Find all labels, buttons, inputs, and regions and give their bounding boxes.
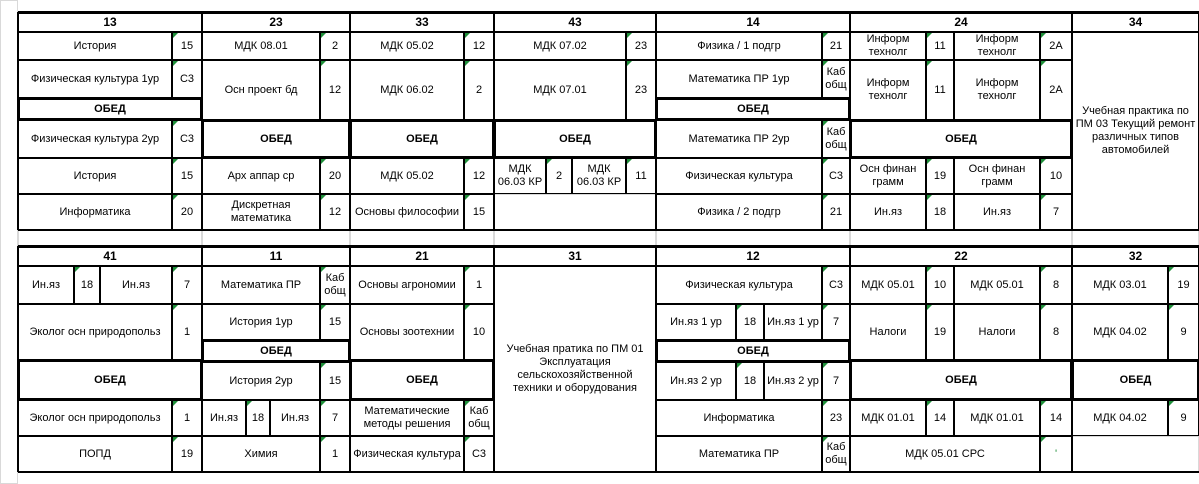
group-divider xyxy=(1071,246,1073,472)
group-header-11[interactable]: 11 xyxy=(202,246,350,266)
lesson-subject[interactable]: МДК 01.01 xyxy=(850,400,926,436)
room-number[interactable]: 18 xyxy=(736,304,764,340)
room-number[interactable]: 1 xyxy=(464,266,494,304)
room-number[interactable]: 11 xyxy=(626,158,656,194)
lesson-subject[interactable]: Информ технолг xyxy=(954,32,1040,60)
lesson-subject[interactable]: Физическая культура xyxy=(656,266,822,304)
lunch-break[interactable]: ОБЕД xyxy=(656,340,850,362)
room-number[interactable]: С3 xyxy=(822,266,850,304)
lesson-subject[interactable]: МДК 08.01 xyxy=(202,32,320,60)
room-number[interactable]: 1 xyxy=(320,436,350,472)
empty-grid-cell[interactable] xyxy=(494,230,656,246)
block-divider xyxy=(18,245,1199,247)
lesson-subject[interactable]: МДК 06.03 КР xyxy=(494,158,546,194)
lesson-subject[interactable]: МДК 04.02 xyxy=(1072,400,1168,436)
lesson-subject[interactable]: Информ технолг xyxy=(954,60,1040,120)
empty-grid-cell[interactable] xyxy=(350,230,494,246)
lesson-subject[interactable]: Математика ПР xyxy=(656,436,822,472)
lesson-subject[interactable]: Арх аппар ср xyxy=(202,158,320,194)
lesson-subject[interactable]: Налоги xyxy=(850,304,926,360)
lesson-subject[interactable]: Физика / 1 подгр xyxy=(656,32,822,60)
lunch-break[interactable]: ОБЕД xyxy=(18,98,202,120)
group-divider xyxy=(849,246,851,472)
room-number[interactable]: 2А xyxy=(1040,60,1072,120)
lesson-subject[interactable]: Эколог осн природопольз xyxy=(18,400,172,436)
lesson-subject[interactable]: МДК 04.02 xyxy=(1072,304,1168,360)
empty-grid-cell[interactable] xyxy=(656,230,850,246)
lesson-subject[interactable]: Ин.яз xyxy=(850,194,926,230)
lesson-subject[interactable]: Ин.яз 2 ур xyxy=(656,362,736,400)
room-number[interactable]: С3 xyxy=(822,158,850,194)
group-divider xyxy=(17,246,19,472)
room-number[interactable]: 12 xyxy=(320,194,350,230)
group-header-14[interactable]: 14 xyxy=(656,12,850,32)
room-number[interactable]: 19 xyxy=(1168,266,1199,304)
lesson-subject[interactable]: Математические методы решения xyxy=(350,400,464,436)
practice-block[interactable]: Учебная пратика по ПМ 01 Эксплуатация сельскохозяйственной техники и оборудования xyxy=(494,266,656,472)
room-number[interactable]: 2 xyxy=(320,32,350,60)
room-number[interactable]: С3 xyxy=(172,120,202,158)
lesson-subject[interactable]: Ин.яз xyxy=(202,400,246,436)
room-number[interactable]: 1 xyxy=(172,304,202,360)
room-number[interactable]: 9 xyxy=(1168,304,1199,360)
lesson-subject[interactable]: Ин.яз xyxy=(100,266,172,304)
lunch-break[interactable]: ОБЕД xyxy=(494,120,656,158)
room-number[interactable]: 18 xyxy=(736,362,764,400)
room-number[interactable]: 2 xyxy=(464,60,494,120)
room-number[interactable]: 20 xyxy=(320,158,350,194)
lesson-subject[interactable]: Физическая культура xyxy=(350,436,464,472)
lunch-break[interactable]: ОБЕД xyxy=(18,360,202,400)
group-header-22[interactable]: 22 xyxy=(850,246,1072,266)
room-number[interactable]: 19 xyxy=(926,304,954,360)
empty-grid-cell[interactable] xyxy=(850,230,1072,246)
block-divider xyxy=(18,11,1199,13)
empty-grid-cell[interactable] xyxy=(1072,230,1199,246)
lesson-subject[interactable]: Ин.яз 2 ур xyxy=(764,362,822,400)
room-number[interactable]: 7 xyxy=(1040,194,1072,230)
group-header-33[interactable]: 33 xyxy=(350,12,494,32)
room-number[interactable]: 21 xyxy=(822,32,850,60)
group-header-34[interactable]: 34 xyxy=(1072,12,1199,32)
room-number[interactable]: 15 xyxy=(464,194,494,230)
lesson-subject[interactable]: Осн финан грамм xyxy=(850,158,926,194)
empty-grid-cell[interactable] xyxy=(18,230,202,246)
lunch-break[interactable]: ОБЕД xyxy=(850,360,1072,400)
lesson-subject[interactable]: История xyxy=(18,32,172,60)
group-divider xyxy=(1071,12,1073,230)
group-divider xyxy=(201,246,203,472)
room-number[interactable]: 23 xyxy=(626,32,656,60)
lesson-subject[interactable]: МДК 05.01 xyxy=(850,266,926,304)
group-divider xyxy=(655,246,657,472)
group-divider xyxy=(349,246,351,472)
room-number[interactable]: 21 xyxy=(822,194,850,230)
room-number[interactable]: 12 xyxy=(464,158,494,194)
room-number[interactable]: 10 xyxy=(464,304,494,360)
lesson-subject[interactable]: Ин.яз xyxy=(18,266,74,304)
lesson-subject[interactable]: Физика / 2 подгр xyxy=(656,194,822,230)
lesson-subject[interactable]: МДК 07.02 xyxy=(494,32,626,60)
room-number[interactable]: 12 xyxy=(464,32,494,60)
group-header-21[interactable]: 21 xyxy=(350,246,494,266)
lesson-subject[interactable]: История 1ур xyxy=(202,304,320,340)
empty-grid-cell[interactable] xyxy=(1072,436,1199,472)
lunch-break[interactable]: ОБЕД xyxy=(202,340,350,362)
group-header-23[interactable]: 23 xyxy=(202,12,350,32)
group-divider xyxy=(349,12,351,230)
lesson-subject[interactable]: Осн финан грамм xyxy=(954,158,1040,194)
room-number[interactable]: 23 xyxy=(626,60,656,120)
room-number[interactable]: 12 xyxy=(320,60,350,120)
lunch-break[interactable]: ОБЕД xyxy=(350,360,494,400)
empty-grid-cell[interactable] xyxy=(202,230,350,246)
room-number[interactable]: 23 xyxy=(822,400,850,436)
room-number[interactable]: 1 xyxy=(172,400,202,436)
room-number[interactable]: 11 xyxy=(926,32,954,60)
group-divider xyxy=(655,12,657,230)
lunch-break[interactable]: ОБЕД xyxy=(850,120,1072,158)
lesson-subject[interactable]: МДК 06.03 КР xyxy=(572,158,626,194)
room-number[interactable]: 18 xyxy=(74,266,100,304)
lesson-subject[interactable]: Математика ПР xyxy=(202,266,320,304)
room-number[interactable]: Каб общ xyxy=(822,120,850,158)
lesson-subject[interactable]: Дискретная математика xyxy=(202,194,320,230)
group-header-13[interactable]: 13 xyxy=(18,12,202,32)
group-header-43[interactable]: 43 xyxy=(494,12,656,32)
lunch-break[interactable]: ОБЕД xyxy=(202,120,350,158)
lesson-subject[interactable]: Ин.яз 1 ур xyxy=(656,304,736,340)
group-divider xyxy=(201,12,203,230)
room-number[interactable]: 10 xyxy=(926,266,954,304)
room-number[interactable]: 8 xyxy=(1040,266,1072,304)
room-number[interactable]: 15 xyxy=(172,32,202,60)
room-number[interactable]: 18 xyxy=(246,400,270,436)
lesson-subject[interactable]: Основы агрономии xyxy=(350,266,464,304)
lesson-subject[interactable]: МДК 03.01 xyxy=(1072,266,1168,304)
lesson-subject[interactable]: Физическая культура xyxy=(656,158,822,194)
lunch-break[interactable]: ОБЕД xyxy=(350,120,494,158)
lesson-subject[interactable]: МДК 05.02 xyxy=(350,158,464,194)
lesson-subject[interactable]: Информатика xyxy=(18,194,172,230)
lesson-subject[interactable]: Информ технолг xyxy=(850,32,926,60)
empty-grid-cell[interactable] xyxy=(494,194,656,230)
room-number[interactable]: 14 xyxy=(926,400,954,436)
lesson-subject[interactable]: Налоги xyxy=(954,304,1040,360)
room-number[interactable]: 7 xyxy=(822,304,850,340)
lesson-subject[interactable]: Основы философии xyxy=(350,194,464,230)
group-header-32[interactable]: 32 xyxy=(1072,246,1199,266)
room-number[interactable]: 20 xyxy=(172,194,202,230)
block-divider xyxy=(18,471,1199,473)
lesson-subject[interactable]: Ин.яз xyxy=(270,400,320,436)
room-number[interactable]: 9 xyxy=(1168,400,1199,436)
group-header-24[interactable]: 24 xyxy=(850,12,1072,32)
lesson-subject[interactable]: Ин.яз 1 ур xyxy=(764,304,822,340)
group-header-41[interactable]: 41 xyxy=(18,246,202,266)
room-number[interactable]: 18 xyxy=(926,194,954,230)
room-number[interactable]: С3 xyxy=(464,436,494,472)
lesson-subject[interactable]: Осн проект бд xyxy=(202,60,320,120)
room-number[interactable]: Каб общ xyxy=(464,400,494,436)
room-number[interactable]: 19 xyxy=(926,158,954,194)
lesson-subject[interactable]: Ин.яз xyxy=(954,194,1040,230)
room-number[interactable]: С3 xyxy=(172,60,202,98)
lunch-break[interactable]: ОБЕД xyxy=(656,98,850,120)
room-number[interactable]: 10 xyxy=(1040,158,1072,194)
group-divider xyxy=(849,12,851,230)
lesson-subject[interactable]: Физическая культура 2ур xyxy=(18,120,172,158)
room-number[interactable]: 11 xyxy=(926,60,954,120)
room-number[interactable]: 7 xyxy=(172,266,202,304)
room-number[interactable]: Каб общ xyxy=(320,266,350,304)
lesson-subject[interactable]: МДК 06.02 xyxy=(350,60,464,120)
lesson-subject[interactable]: МДК 05.02 xyxy=(350,32,464,60)
lesson-subject[interactable]: МДК 07.01 xyxy=(494,60,626,120)
room-number[interactable]: Каб общ xyxy=(822,60,850,98)
lesson-subject[interactable]: Информ технолг xyxy=(850,60,926,120)
room-number[interactable]: 15 xyxy=(172,158,202,194)
group-divider xyxy=(493,246,495,472)
room-number[interactable]: 7 xyxy=(822,362,850,400)
room-number[interactable]: 14 xyxy=(1040,400,1072,436)
group-divider xyxy=(17,12,19,230)
lesson-subject[interactable]: Основы зоотехнии xyxy=(350,304,464,360)
room-number[interactable]: Каб общ xyxy=(822,436,850,472)
lesson-subject[interactable]: Математика ПР 1ур xyxy=(656,60,822,98)
lunch-break[interactable]: ОБЕД xyxy=(1072,360,1199,400)
block-divider xyxy=(18,229,1199,231)
group-header-12[interactable]: 12 xyxy=(656,246,850,266)
group-header-31[interactable]: 31 xyxy=(494,246,656,266)
lesson-subject[interactable]: ПОПД xyxy=(18,436,172,472)
lesson-subject[interactable]: Эколог осн природопольз xyxy=(18,304,172,360)
lesson-subject[interactable]: История 2ур xyxy=(202,362,320,400)
room-number[interactable]: 7 xyxy=(320,400,350,436)
practice-block[interactable]: Учебная практика по ПМ 03 Текущий ремонт различных типов автомобилей xyxy=(1072,32,1199,230)
group-divider xyxy=(493,12,495,230)
room-number[interactable]: 15 xyxy=(320,362,350,400)
lesson-subject[interactable]: МДК 05.01 xyxy=(954,266,1040,304)
lesson-subject[interactable]: МДК 01.01 xyxy=(954,400,1040,436)
lesson-subject[interactable]: Информатика xyxy=(656,400,822,436)
room-number[interactable]: 2А xyxy=(1040,32,1072,60)
room-number[interactable]: 8 xyxy=(1040,304,1072,360)
lesson-subject[interactable]: Химия xyxy=(202,436,320,472)
lesson-subject[interactable]: История xyxy=(18,158,172,194)
room-number[interactable]: ' xyxy=(1040,436,1072,472)
empty-grid-cell[interactable] xyxy=(0,0,18,484)
lesson-subject[interactable]: МДК 05.01 СРС xyxy=(850,436,1040,472)
room-number[interactable]: 2 xyxy=(546,158,572,194)
room-number[interactable]: 19 xyxy=(172,436,202,472)
room-number[interactable]: 15 xyxy=(320,304,350,340)
lesson-subject[interactable]: Физическая культура 1ур xyxy=(18,60,172,98)
lesson-subject[interactable]: Математика ПР 2ур xyxy=(656,120,822,158)
